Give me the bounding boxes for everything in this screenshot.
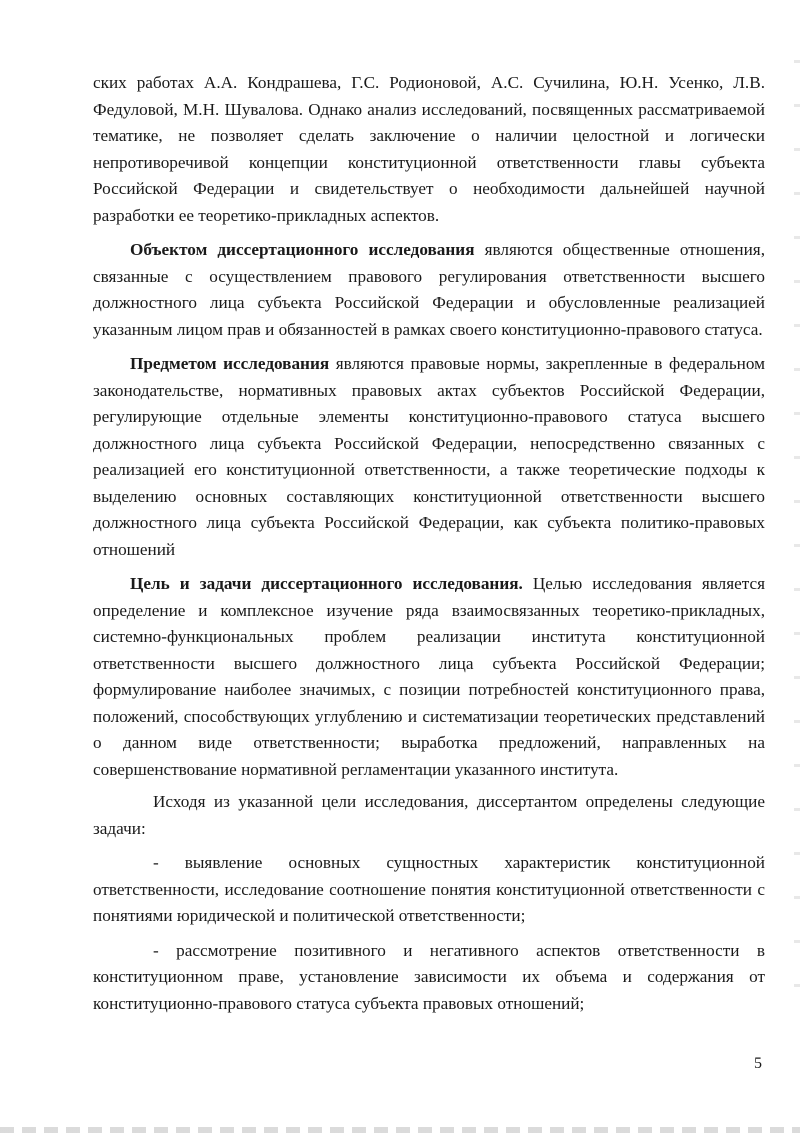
- paragraph-text: Целью исследования является определение и комплексное изучение ряда взаимосвязанных теоретико-прикладных, системно-функциональных проблем реализации института конституционной ответственности высшего должностного лица субъекта Российской Федерации; формулирование наиболее значимых, с позиции потребностей конституционного права, положений, способствующих углублению и систематизации теоретических представлений о данном виде ответственности; выработка предложений, направленных на совершенствование нормативной регламентации указанного института.: [93, 574, 765, 779]
- scan-edge-bottom: [0, 1127, 800, 1133]
- paragraph-lead: Объектом диссертационного исследования: [130, 240, 475, 259]
- scan-edge-right: [794, 60, 800, 1020]
- paragraph-text: Исходя из указанной цели исследования, диссертантом определены следующие задачи:: [93, 792, 765, 838]
- paragraph-object: [93, 237, 765, 343]
- paragraph-text: - рассмотрение позитивного и негативного аспектов ответственности в конституционном праве, установление зависимости их объема и содержания от конституционно-правового статуса субъекта правовых отношений;: [93, 940, 765, 1013]
- paragraph-task-2: [93, 938, 765, 1018]
- paragraph-intro-continuation: [93, 70, 765, 229]
- paragraph-text: являются правовые нормы, закрепленные в федеральном законодательстве, нормативных правовых актах субъектов Российской Федерации, регулирующие отдельные элементы конституционно-правового статуса высшего должностного лица субъекта Российской Федерации, непосредственно связанных с реализацией его конституционной ответственности, а также теоретические подходы к выделению основных составляющих конституционной ответственности высшего должностного лица субъекта Российской Федерации, как субъекта политико-правовых отношений: [93, 354, 765, 559]
- paragraph-text: ских работах А.А. Кондрашева, Г.С. Родионовой, А.С. Сучилина, Ю.Н. Усенко, Л.В. Федуловой, М.Н. Шувалова. Однако анализ исследований, посвященных рассматриваемой тематике, не позволяет сделать заключение о наличии целостной и логически непротиворечивой концепции конституционной ответственности главы субъекта Российской Федерации и свидетельствует о необходимости дальнейшей научной разработки ее теоретико-прикладных аспектов.: [93, 73, 765, 225]
- paragraph-subject: [93, 351, 765, 563]
- paragraph-lead: Предметом исследования: [130, 354, 330, 373]
- paragraph-text: - выявление основных сущностных характеристик конституционной ответственности, исследование соотношение понятия конституционной ответственности с понятиями юридической и политической ответственности;: [93, 853, 765, 925]
- paragraph-goal: [93, 571, 765, 783]
- document-body: [93, 70, 765, 1025]
- paragraph-text: являются общественные отношения, связанные с осуществлением правового регулирования ответственности высшего должностного лица субъекта Российской Федерации и обусловленные реализацией указанным лицом прав и обязанностей в рамках своего конституционно-правового статуса.: [93, 240, 765, 339]
- paragraph-tasks-intro: [93, 789, 765, 842]
- page-number: 5: [754, 1055, 762, 1072]
- paragraph-task-1: [93, 850, 765, 930]
- paragraph-lead: Цель и задачи диссертационного исследования.: [130, 574, 523, 593]
